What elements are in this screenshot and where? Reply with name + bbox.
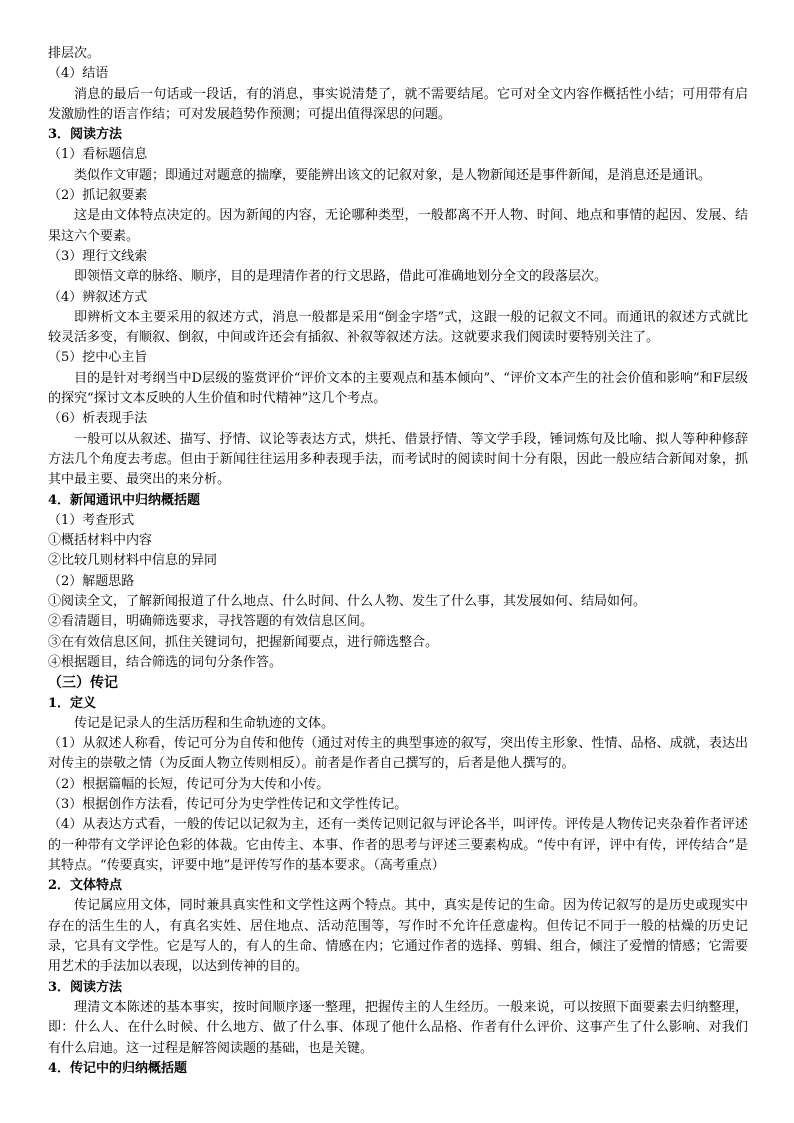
- paragraph: 传记是记录人的生活历程和生命轨迹的文体。: [74, 715, 335, 731]
- paragraph: ②比较几则材料中信息的异同: [48, 553, 218, 569]
- paragraph: （1）从叙述人称看，传记可分为自传和他传（通过对传主的典型事迹的叙写，突出传主形象、性情、品格、成就，表达出对传主的崇敬之情（为反面人物立传则相反）。前者是作者自己撰写的，后者是他人撰写的。: [48, 736, 748, 772]
- paragraph: 传记属应用文体，同时兼具真实性和文学性这两个特点。其中，真实是传记的生命。因为传记叙写的是历史或现实中存在的活生生的人，有真名实姓、居住地点、活动范围等，写作时不允许任意虚构。但传记不同于一般的枯燥的历史记录，它具有文学性。它是写人的，有人的生命、情感在内；它通过作者的选择、剪辑、组合，倾注了爱憎的情感；它需要用艺术的手法加以表现，以达到传神的目的。: [48, 898, 748, 975]
- paragraph: ①概括材料中内容: [48, 533, 153, 549]
- paragraph: 目的是针对考纲当中D层级的鉴赏评价“评价文本的主要观点和基本倾向”、“评价文本产生的社会价值和影响”和F层级的探究“探讨文本反映的人生价值和时代精神”这几个考点。: [48, 370, 748, 407]
- paragraph: ③在有效信息区间，抓住关键词句，把握新闻要点，进行筛选整合。: [48, 634, 439, 650]
- paragraph: 排层次。: [48, 46, 101, 61]
- paragraph: （3）根据创作方法看，传记可分为史学性传记和文学性传记。: [48, 796, 408, 812]
- paragraph: （4）从表达方式看，一般的传记以记叙为主，还有一类传记则记叙与评论各半，叫评传。评传是人物传记夹杂着作者评述的一种带有文学评论色彩的体裁。它由传主、本事、作者的思考与评述三要素构成。“传中有评，评中有传，评传结合”是其特点。“传要真实，评要中地”是评传写作的基本要求。（高考重点）: [48, 817, 748, 873]
- subsection-heading: （5）挖中心主旨: [48, 350, 148, 366]
- section-heading: 2．文体特点: [48, 878, 123, 894]
- subsection-heading: （1）考查形式: [48, 512, 135, 528]
- subsection-heading: （4）结语: [48, 66, 109, 82]
- paragraph: 即领悟文章的脉络、顺序，目的是理清作者的行文思路，借此可准确地划分全文的段落层次。: [74, 269, 608, 285]
- subsection-heading: （4）辨叙述方式: [48, 289, 148, 305]
- paragraph: 理清文本陈述的基本事实，按时间顺序逐一整理，把握传主的人生经历。一般来说，可以按照下面要素去归纳整理，即：什么人、在什么时候、什么地方、做了什么事、体现了他什么品格、作者有什么评价、这事产生了什么影响、对我们有什么启迪。这一过程是解答阅读题的基础，也是关键。: [48, 999, 748, 1056]
- subsection-heading: （6）析表现手法: [48, 411, 148, 427]
- paragraph: 类似作文审题；即通过对题意的揣摩，要能辨出该文的记叙对象，是人物新闻还是事件新闻，是消息还是通讯。: [74, 167, 712, 183]
- subsection-heading: （2）解题思路: [48, 573, 135, 589]
- section-heading: （三）传记: [48, 675, 118, 692]
- paragraph: ④根据题目，结合筛选的词句分条作答。: [48, 654, 283, 670]
- paragraph: 这是由文体特点决定的。因为新闻的内容，无论哪种类型，一般都离不开人物、时间、地点和事情的起因、发展、结果这六个要素。: [48, 208, 748, 244]
- paragraph: 消息的最后一句话或一段话，有的消息，事实说清楚了，就不需要结尾。它可对全文内容作概括性小结；可用带有启发激励性的语言作结；可对发展趋势作预测；可提出值得深思的问题。: [48, 86, 748, 122]
- section-heading: 4．传记中的归纳概括题: [48, 1060, 188, 1076]
- section-heading: 3．阅读方法: [48, 979, 123, 995]
- section-heading: 3．阅读方法: [48, 127, 123, 143]
- paragraph: 即辨析文本主要采用的叙述方式，消息一般都是采用“倒金字塔”式，这跟一般的记叙文不同。而通讯的叙述方式就比较灵活多变，有顺叙、倒叙，中间或许还会有插叙、补叙等叙述方法。这就要求我们阅读时要特别关注了。: [48, 309, 748, 346]
- paragraph: 一般可以从叙述、描写、抒情、议论等表达方式，烘托、借景抒情、等文学手段，锤词炼句及比喻、拟人等种种修辞方法几个角度去考虑。但由于新闻往往运用多种表现手法，而考试时的阅读时间十分有限，因此一般应结合新闻对象，抓其中最主要、最突出的来分析。: [48, 431, 748, 488]
- section-heading: 1．定义: [48, 695, 97, 711]
- subsection-heading: （2）抓记叙要素: [48, 188, 148, 204]
- subsection-heading: （3）理行文线索: [48, 248, 148, 264]
- section-heading: 4．新闻通讯中归纳概括题: [48, 492, 201, 508]
- document-page: [48, 44, 748, 1079]
- subsection-heading: （1）看标题信息: [48, 147, 148, 163]
- paragraph: （2）根据篇幅的长短，传记可分为大传和小传。: [48, 776, 330, 792]
- paragraph: ①阅读全文，了解新闻报道了什么地点、什么时间、什么人物、发生了什么事，其发展如何、结局如何。: [48, 594, 647, 610]
- paragraph: ②看清题目，明确筛选要求，寻找答题的有效信息区间。: [48, 614, 374, 630]
